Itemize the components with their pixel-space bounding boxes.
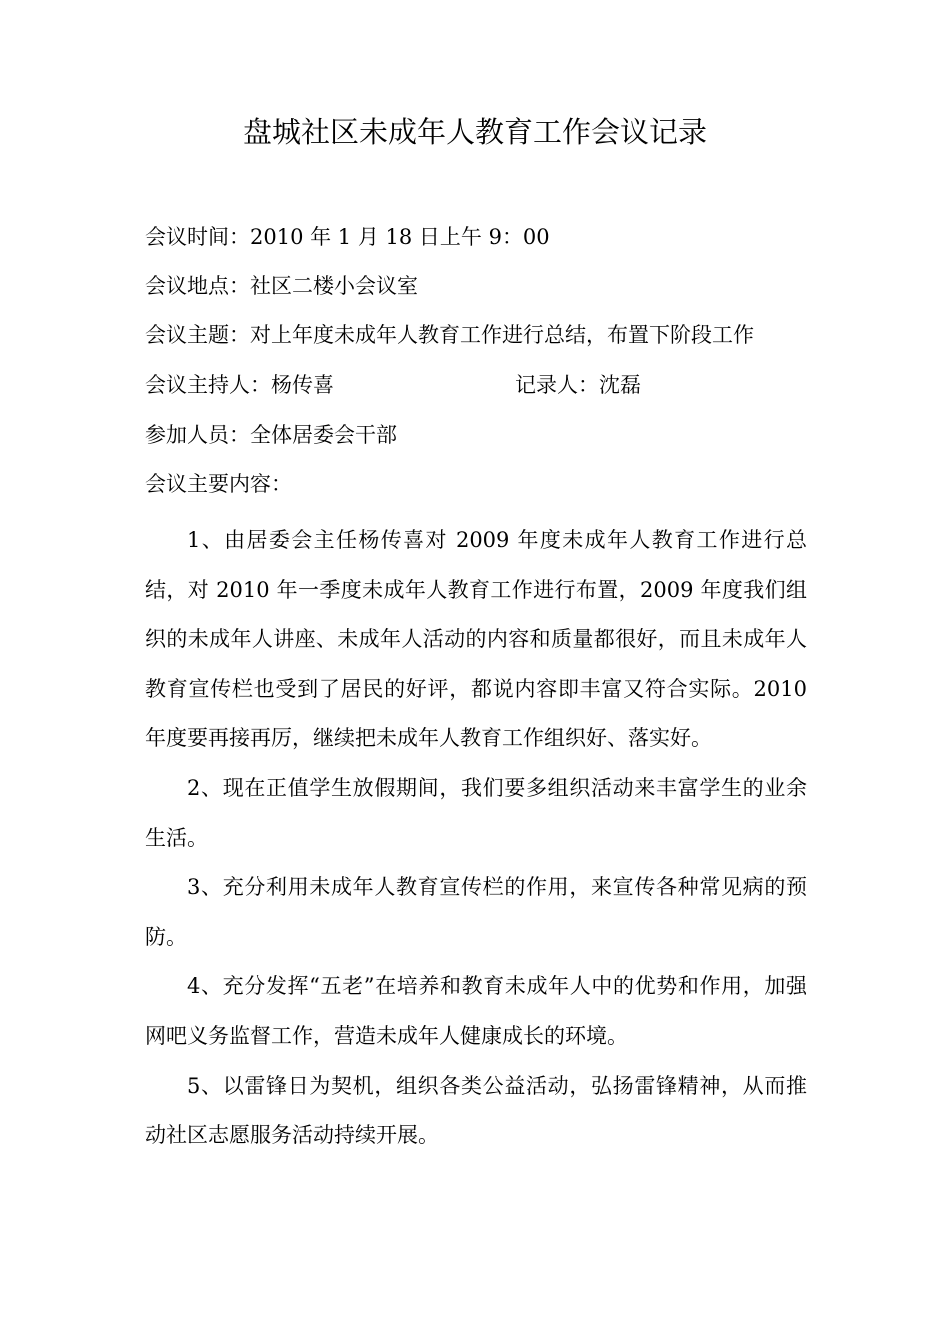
document-title: 盘城社区未成年人教育工作会议记录 <box>242 115 707 149</box>
meeting-recorder: 记录人：沈磊 <box>515 373 641 397</box>
content-heading: 会议主要内容： <box>145 472 292 496</box>
content-items <box>145 516 807 1161</box>
content-item-1: 1、由居委会主任杨传喜对 2009 年度未成年人教育工作进行总结，对 2010 年一季度未成年人教育工作进行布置，2009 年度我们组织的未成年人讲座、未成年人活动的内容和质量都很好，而且未成年人教育宣传栏也受到了居民的好评，都说内容即丰富又符合实际。2010 年度要再接再厉，继续把未成年人教育工作组织好、落实好。 <box>145 528 807 751</box>
meeting-time: 会议时间：2010 年 1 月 18 日上午 9：00 <box>145 225 550 249</box>
meeting-host: 会议主持人：杨传喜 <box>145 373 334 397</box>
meeting-place: 会议地点：社区二楼小会议室 <box>145 274 418 298</box>
meeting-topic: 会议主题：对上年度未成年人教育工作进行总结，布置下阶段工作 <box>145 323 754 347</box>
meeting-attendees: 参加人员：全体居委会干部 <box>145 423 397 447</box>
content-item-4: 4、充分发挥“五老”在培养和教育未成年人中的优势和作用，加强网吧义务监督工作，营造未成年人健康成长的环境。 <box>145 974 807 1048</box>
content-item-5: 5、以雷锋日为契机，组织各类公益活动，弘扬雷锋精神，从而推动社区志愿服务活动持续开展。 <box>145 1073 807 1148</box>
content-item-3: 3、充分利用未成年人教育宣传栏的作用，来宣传各种常见病的预防。 <box>145 875 807 949</box>
content-item-2: 2、现在正值学生放假期间，我们要多组织活动来丰富学生的业余生活。 <box>145 775 807 850</box>
meeting-host-line <box>145 370 641 400</box>
